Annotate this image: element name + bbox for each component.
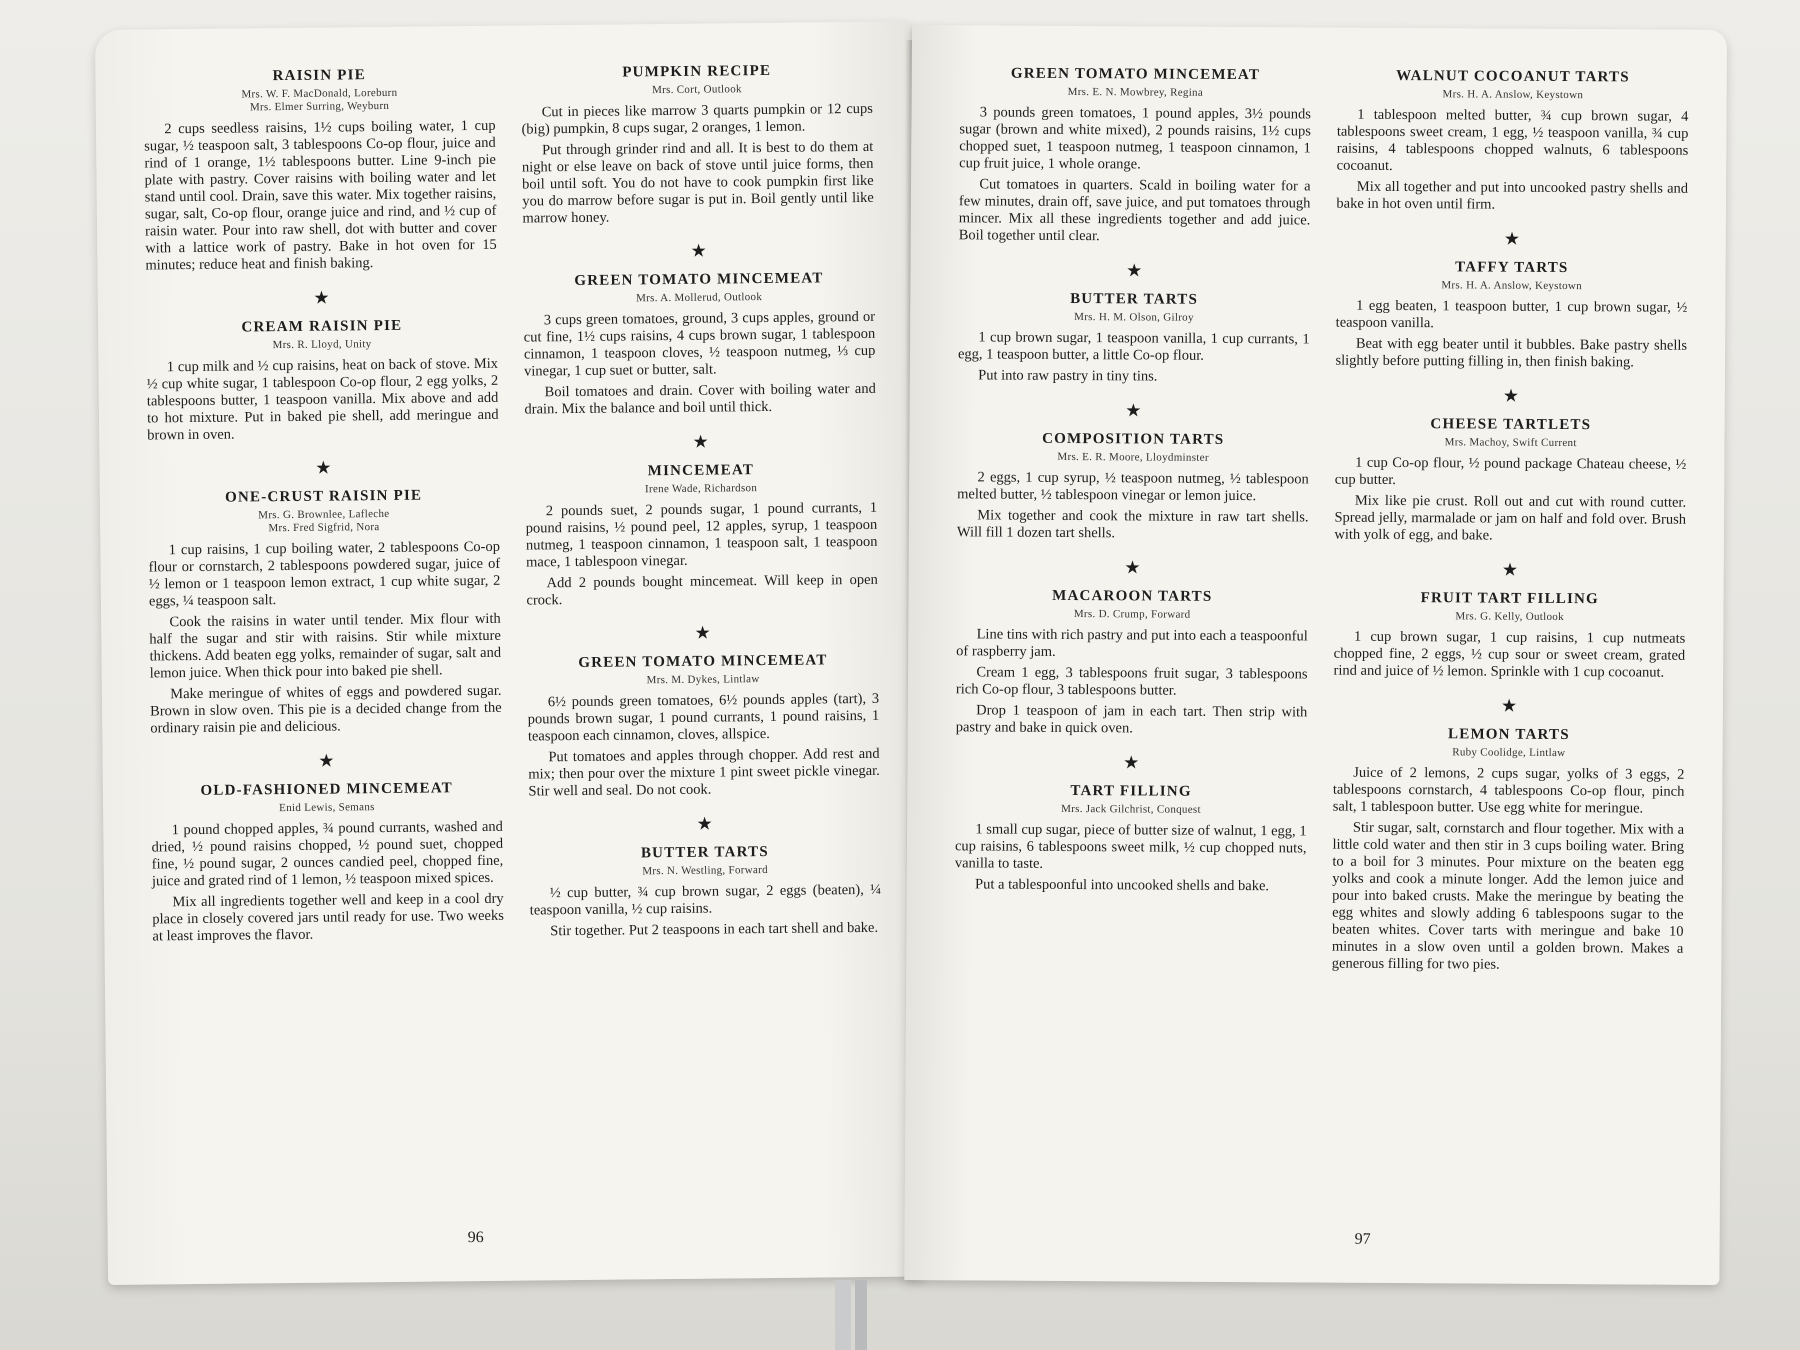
recipe-paragraph: Mix all together and put into uncooked pastry shells and bake in hot oven until firm. — [1336, 178, 1689, 213]
recipe — [955, 782, 1307, 899]
recipe-authors — [146, 337, 498, 353]
recipe — [1335, 259, 1687, 376]
recipe-authors — [958, 310, 1310, 324]
star-separator-icon: ★ — [692, 431, 709, 452]
recipe-title: RAISIN PIE — [272, 67, 366, 85]
recipe-author: Mrs. N. Westling, Forward — [642, 864, 768, 878]
recipe-title: GREEN TOMATO MINCEMEAT — [1010, 65, 1261, 84]
recipe — [527, 652, 880, 805]
recipe-author: Mrs. Machoy, Swift Current — [1444, 436, 1577, 450]
recipe-author: Mrs. A. Mollerud, Outlook — [635, 291, 763, 305]
recipe-title: BUTTER TARTS — [1070, 290, 1199, 308]
recipe — [521, 62, 874, 232]
recipe-paragraph: Cut tomatoes in quarters. Scald in boiling water for a few minutes, drain off, save juice, and put tomatoes through mincer. Mix all these ingredients together and add juice. Boil together until clear. — [958, 176, 1311, 245]
star-separator-icon: ★ — [1503, 228, 1521, 249]
recipe-author: Ruby Coolidge, Lintlaw — [1452, 746, 1566, 760]
recipe-paragraph: Drop 1 teaspoon of jam in each tart. Then strip with pastry and bake in quick oven. — [955, 702, 1308, 737]
recipe — [1336, 68, 1688, 219]
recipe-title: LEMON TARTS — [1448, 726, 1570, 744]
right-page-column-2 — [1330, 68, 1688, 1215]
recipe-title: CREAM RAISIN PIE — [241, 317, 403, 336]
recipe-paragraph: 1 cup raisins, 1 cup boiling water, 2 tablespoons Co-op flour or cornstarch, 2 tablespoons powdered sugar, juice of ½ lemon or 1 teaspoon lemon extract, 1 cup white sugar, 2 eggs, ¼ teaspoon salt. — [148, 538, 501, 610]
recipe-authors — [960, 85, 1312, 99]
recipe-paragraph: 3 pounds green tomatoes, 1 pound apples, 3½ pounds sugar (brown and white mixed), 2 pounds raisins, 1½ cups chopped suet, 1 teaspoon nutmeg, 1 teaspoon cinnamon, 1 cup fruit juice, 1 whole orange. — [959, 104, 1312, 173]
recipe — [146, 317, 499, 449]
left-page-column-1 — [143, 66, 506, 1215]
recipe — [956, 587, 1308, 742]
recipe — [957, 430, 1309, 547]
star-separator-icon: ★ — [1126, 260, 1143, 281]
recipe-title: CHEESE TARTLETS — [1430, 416, 1592, 434]
recipe-title: PUMPKIN RECIPE — [622, 62, 772, 81]
recipe-paragraph: Stir together. Put 2 teaspoons in each tart shell and bake. — [550, 919, 879, 940]
recipe-title: GREEN TOMATO MINCEMEAT — [578, 652, 828, 671]
right-page-column-1 — [953, 65, 1311, 1212]
star-separator-icon: ★ — [1124, 557, 1141, 578]
star-separator-icon: ★ — [690, 240, 707, 261]
recipe-paragraph: Mix together and cook the mixture in raw tart shells. Will fill 1 dozen tart shells. — [956, 507, 1309, 542]
recipe-paragraph: Mix all ingredients together well and keep in a cool dry place in closely covered jars until ready for use. Two weeks at least improves the flavor. — [152, 890, 504, 945]
recipe-title: GREEN TOMATO MINCEMEAT — [574, 270, 824, 289]
recipe-authors — [957, 450, 1309, 464]
recipe-authors — [1334, 610, 1686, 624]
recipe-authors — [527, 672, 879, 688]
recipe-author: Mrs. Elmer Surring, Weyburn — [249, 99, 390, 114]
recipe-paragraph: 6½ pounds green tomatoes, 6½ pounds apples (tart), 3 pounds brown sugar, 1 pound currants, 1 pound raisins, 1 teaspoon each cinnamon, cloves, allspice. — [527, 690, 880, 745]
recipe-authors — [521, 82, 873, 98]
star-separator-icon: ★ — [318, 750, 335, 771]
recipe-paragraph: 1 tablespoon melted butter, ¾ cup brown sugar, 4 tablespoons sweet cream, 1 egg, ½ teaspoon vanilla, ¾ cup raisins, 4 tablespoons chopped walnuts, 6 tablespoons cocoanut. — [1336, 106, 1689, 174]
recipe-title: MACAROON TARTS — [1052, 587, 1213, 605]
recipe-paragraph: Put through grinder rind and all. It is best to do them at night or else leave on back of stove until juice forms, then boil until soft. You do not have to cook pumpkin first like you do marrow before sugar is put in. Boil gently until like marrow honey. — [521, 138, 874, 227]
recipe — [1332, 726, 1685, 979]
recipe-paragraph: 2 cups seedless raisins, 1½ cups boiling water, 1 cup sugar, ½ teaspoon salt, 3 tablespoons Co-op flour, juice and rind of 1 orange, 1½ tablespoons butter. Line 9-inch pie plate with pastry. Cover raisins with boiling water and let stand until cool. Drain, save this water. Mix together raisins, sugar, salt, Co-op flour, orange juice and rind, and ½ cup of raisin water. Pour into raw shell, dot with butter and cover with a lattice work of pastry. Bake in hot oven for 15 minutes; reduce heat and finish baking. — [144, 117, 497, 274]
recipe-paragraph: 1 cup brown sugar, 1 teaspoon vanilla, 1 cup currants, 1 egg, 1 teaspoon butter, a little Co-op flour. — [957, 329, 1310, 364]
recipe — [529, 843, 882, 945]
recipe — [143, 66, 497, 279]
recipe-paragraph: Line tins with rich pastry and put into each a teaspoonful of raspberry jam. — [956, 626, 1308, 660]
recipe-paragraph: Add 2 pounds bought mincemeat. Will keep in open crock. — [526, 571, 878, 609]
recipe — [958, 290, 1310, 390]
recipe — [151, 780, 504, 950]
recipe-author: Mrs. H. M. Olson, Gilroy — [1074, 311, 1194, 324]
star-separator-icon: ★ — [1501, 559, 1519, 580]
star-separator-icon: ★ — [1502, 385, 1520, 406]
recipe — [525, 461, 878, 614]
star-separator-icon: ★ — [315, 457, 332, 478]
left-page — [95, 21, 923, 1284]
star-separator-icon: ★ — [1500, 695, 1518, 716]
recipe-paragraph: 1 cup Co-op flour, ½ pound package Chateau cheese, ½ cup butter. — [1334, 454, 1687, 488]
recipe-paragraph: Cut in pieces like marrow 3 quarts pumpkin or 12 cups (big) pumpkin, 8 cups sugar, 2 oranges, 1 lemon. — [521, 100, 873, 138]
recipe-author: Mrs. M. Dykes, Lintlaw — [646, 673, 760, 687]
recipe-author: Enid Lewis, Semans — [279, 801, 375, 815]
recipe-paragraph: 2 eggs, 1 cup syrup, ½ teaspoon nutmeg, ½ tablespoon melted butter, ½ tablespoon vinegar or lemon juice. — [957, 469, 1309, 505]
recipe-authors — [955, 802, 1307, 816]
recipe — [148, 487, 502, 742]
recipe-author: Mrs. E. N. Mowbrey, Regina — [1067, 85, 1204, 99]
recipe-authors — [151, 800, 503, 816]
recipe-authors — [525, 481, 877, 497]
recipe — [959, 65, 1312, 250]
recipe-author: Mrs. G. Kelly, Outlook — [1455, 610, 1564, 624]
recipe-author: Mrs. G. Brownlee, Lafleche — [258, 507, 390, 522]
recipe-title: BUTTER TARTS — [640, 843, 769, 862]
recipe-authors — [523, 290, 875, 306]
star-separator-icon: ★ — [696, 813, 713, 834]
recipe-authors — [956, 607, 1308, 621]
recipe-authors — [1335, 436, 1687, 450]
recipe-authors — [1337, 88, 1689, 102]
recipe-paragraph: 1 pound chopped apples, ¾ pound currants, washed and dried, ½ pound raisins chopped, ½ pound suet, chopped fine, ½ pound sugar, 2 ounces candied peel, chopped fine, juice and grated rind of 1 lemon, ½ teaspoon mixed spices. — [151, 818, 504, 890]
page-number: 97 — [1354, 1230, 1371, 1248]
recipe-paragraph: 1 small cup sugar, piece of butter size of walnut, 1 egg, 1 cup raisins, 6 tablespoons sweet milk, ½ cup chopped nuts, vanilla to taste. — [954, 821, 1307, 872]
recipe-title: MINCEMEAT — [647, 462, 755, 480]
recipe — [1334, 416, 1686, 550]
recipe-paragraph: 1 egg beaten, 1 teaspoon butter, 1 cup brown sugar, ½ teaspoon vanilla. — [1335, 297, 1688, 332]
recipe-paragraph: Cream 1 egg, 3 tablespoons fruit sugar, 3 tablespoons rich Co-op flour, 3 tablespoons butter. — [955, 664, 1308, 699]
bookmark-ribbon — [855, 1280, 867, 1350]
recipe-paragraph: Cook the raisins in water until tender. Mix flour with half the sugar and stir with raisins. Stir while mixture thickens. Add beaten egg yolks, remainder of sugar, salt and lemon juice. When thick pour into baked pie shell. — [149, 610, 502, 682]
recipe-paragraph: Put into raw pastry in tiny tins. — [978, 367, 1158, 385]
recipe-paragraph: Beat with egg beater until it bubbles. Bake pastry shells slightly before putting filling in, then finish baking. — [1335, 335, 1688, 371]
recipe-paragraph: 2 pounds suet, 2 pounds sugar, 1 pound currants, 1 pound raisins, ½ pound peel, 12 apples, syrup, 1 teaspoon nutmeg, 1 teaspoon cinnamon, 1 teaspoon salt, 1 teaspoon mace, 1 tablespoon vinegar. — [525, 499, 878, 571]
recipe-title: WALNUT COCOANUT TARTS — [1396, 67, 1630, 86]
recipe-title: ONE-CRUST RAISIN PIE — [225, 487, 423, 506]
recipe-paragraph: 1 cup brown sugar, 1 cup raisins, 1 cup nutmeats chopped fine, 2 eggs, ½ cup sour or sweet cream, grated rind and juice of ½ lemon. Sprinkle with 1 cup cocoanut. — [1333, 628, 1686, 681]
recipe-paragraph: 1 cup milk and ½ cup raisins, heat on back of stove. Mix ½ cup white sugar, 1 tablespoon Co-op flour, 2 egg yolks, 2 tablespoons butter, 1 teaspoon vanilla. Mix above and add to hot mixture. Put in baked pie shell, add meringue and brown in oven. — [146, 355, 499, 444]
star-separator-icon: ★ — [1125, 400, 1142, 421]
recipe-title: TART FILLING — [1070, 783, 1192, 800]
recipe — [1334, 590, 1686, 686]
recipe-author: Mrs. Fred Sigfrid, Nora — [268, 521, 380, 535]
recipe-author: Mrs. R. Lloyd, Unity — [272, 338, 372, 352]
recipe-paragraph: Boil tomatoes and drain. Cover with boiling water and drain. Mix the balance and boil until thick. — [524, 380, 876, 418]
recipe-author: Mrs. H. A. Anslow, Keystown — [1442, 88, 1584, 102]
recipe-author: Mrs. Cort, Outlook — [651, 83, 742, 97]
recipe-paragraph: Mix like pie crust. Roll out and cut with round cutter. Spread jelly, marmalade or jam on half and fold over. Brush with yolk of egg, and bake. — [1334, 492, 1687, 544]
recipe-authors — [148, 507, 500, 536]
star-separator-icon: ★ — [694, 622, 711, 643]
recipe-paragraph: Put tomatoes and apples through chopper. Add rest and mix; then pour over the mixture 1 pint sweet pickle vinegar. Stir well and seal. Do not cook. — [528, 745, 880, 800]
recipe-author: Mrs. H. A. Anslow, Keystown — [1441, 279, 1583, 293]
recipe-paragraph: Stir sugar, salt, cornstarch and flour together. Mix with a little cold water and then stir in 3 cups boiling water. Bring to a boil for 3 minutes. Pour mixture on the beaten egg yolks and cook a minute longer. Add the lemon juice and pour into baked crusts. Make the meringue by beating the egg whites and slowly adding 6 tablespoons sugar to the beaten whites. Cover tarts with meringue and bake 10 minutes in a slow oven until a golden brown. Makes a generous filling for two pies. — [1331, 819, 1685, 973]
recipe-authors — [144, 86, 496, 115]
star-separator-icon: ★ — [1123, 752, 1140, 773]
recipe-title: FRUIT TART FILLING — [1420, 590, 1599, 608]
recipe-title: COMPOSITION TARTS — [1042, 430, 1225, 448]
bookmark-ribbon — [835, 1280, 851, 1350]
recipe-authors — [1333, 746, 1685, 760]
recipe-authors — [529, 863, 881, 879]
recipe-title: TAFFY TARTS — [1455, 259, 1569, 277]
recipe-author: Mrs. D. Crump, Forward — [1073, 608, 1191, 621]
recipe-author: Mrs. W. F. MacDonald, Loreburn — [241, 86, 398, 101]
recipe-paragraph: Make meringue of whites of eggs and powdered sugar. Brown in slow oven. This pie is a decided change from the ordinary raisin pie and delicious. — [150, 682, 502, 737]
recipe-author: Mrs. E. R. Moore, Lloydminster — [1057, 450, 1209, 464]
left-page-column-2 — [521, 62, 884, 1211]
recipe-author: Irene Wade, Richardson — [644, 482, 758, 496]
recipe — [523, 270, 876, 423]
right-page — [904, 25, 1727, 1285]
page-number: 96 — [467, 1228, 484, 1247]
recipe-paragraph: Juice of 2 lemons, 2 cups sugar, yolks of 3 eggs, 2 tablespoons cornstarch, 4 tablespoons Co-op flour, pinch salt, 1 tablespoon butter. Use egg white for meringue. — [1332, 764, 1685, 817]
recipe-author: Mrs. Jack Gilchrist, Conquest — [1061, 802, 1201, 816]
recipe-authors — [1336, 279, 1688, 293]
recipe-paragraph: ½ cup butter, ¾ cup brown sugar, 2 eggs (beaten), ¼ teaspoon vanilla, ½ cup raisins. — [529, 881, 882, 919]
star-separator-icon: ★ — [313, 287, 330, 308]
recipe-title: OLD-FASHIONED MINCEMEAT — [200, 780, 454, 799]
recipe-paragraph: 3 cups green tomatoes, ground, 3 cups apples, ground or cut fine, 1½ cups raisins, 4 cups brown sugar, 1 tablespoon cinnamon, 1 teaspoon cloves, ½ teaspoon nutmeg, ⅓ cup vinegar, 1 cup suet or butter, salt. — [523, 308, 876, 380]
recipe-paragraph: Put a tablespoonful into uncooked shells and bake. — [975, 876, 1270, 895]
